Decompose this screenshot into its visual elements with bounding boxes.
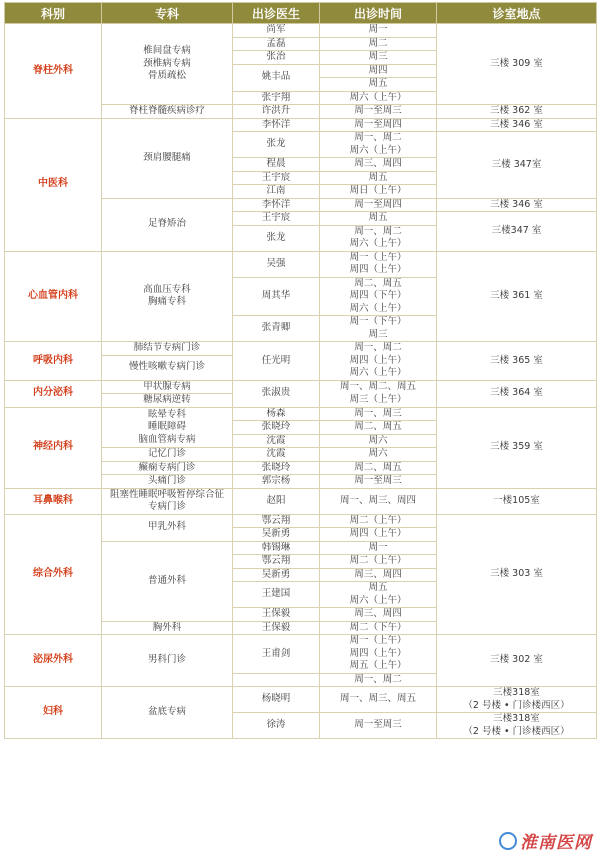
- doctor-cell-line: 张青卿: [261, 322, 291, 334]
- specialty-cell: [102, 621, 233, 635]
- room-cell-line: 三楼 347室: [491, 158, 542, 170]
- room-cell: [437, 342, 597, 381]
- specialty-cell-line: 癫痫专病门诊: [138, 461, 196, 473]
- doctor-cell-line: 许洪升: [261, 105, 291, 116]
- room-cell-line: 三楼 302 室: [490, 654, 543, 666]
- time-cell-line: 周二（下午）: [349, 621, 407, 633]
- time-cell-line: 周六（上午）: [349, 144, 407, 156]
- room-cell-line: （2 号楼 • 门诊楼西区）: [463, 699, 570, 711]
- doctor-cell-line: 吴强: [266, 257, 286, 269]
- time-cell: [320, 171, 437, 185]
- doctor-cell: [233, 621, 320, 635]
- specialty-cell-line: 颈肩腰腿痛: [143, 151, 191, 163]
- time-cell-line: 周一、周二: [354, 132, 402, 143]
- table-row: [5, 514, 597, 528]
- doctor-cell: [233, 277, 320, 316]
- specialty-cell: [102, 687, 233, 739]
- table-row: [5, 118, 597, 132]
- table-row: [5, 407, 597, 421]
- time-cell: [320, 78, 437, 92]
- room-cell-line: 三楼347 室: [491, 225, 542, 236]
- specialty-cell-line: 椎间盘专病: [143, 45, 191, 57]
- time-cell-line: 周五: [368, 212, 388, 223]
- room-cell: [437, 488, 597, 514]
- specialty-cell-line: 睡眠障碍: [147, 421, 186, 432]
- doctor-cell-line: 张治: [266, 51, 286, 62]
- specialty-cell-line: 骨质疏松: [147, 70, 186, 82]
- doctor-cell: [233, 225, 320, 251]
- department-cell: 耳鼻喉科: [5, 488, 102, 514]
- time-cell: [320, 105, 437, 119]
- doctor-cell-line: 杨森: [266, 407, 286, 419]
- room-cell-line: 三楼 359 室: [490, 441, 543, 453]
- doctor-cell: [233, 434, 320, 448]
- specialty-cell-line: 甲状腺专病: [143, 380, 191, 392]
- specialty-cell: [102, 24, 233, 105]
- time-cell-line: 周五（上午）: [349, 660, 407, 671]
- department-cell: 心血管内科: [5, 251, 102, 342]
- doctor-cell-line: 王甫剑: [261, 647, 291, 659]
- time-cell-line: 周一、周二: [354, 342, 402, 353]
- department-cell: 中医科: [5, 118, 102, 251]
- room-cell: [437, 514, 597, 635]
- specialty-cell: [102, 394, 233, 408]
- room-cell: [437, 251, 597, 342]
- time-cell-line: 周一、周三: [354, 407, 402, 419]
- doctor-cell: [233, 171, 320, 185]
- doctor-cell: [233, 64, 320, 91]
- time-cell-line: 周一、周三、周四: [339, 494, 416, 506]
- specialty-cell: [102, 448, 233, 462]
- specialty-cell-line: 胸痛专科: [147, 296, 186, 308]
- room-cell-line: 三楼318室: [493, 713, 540, 724]
- specialty-cell-line: 胸外科: [152, 621, 182, 633]
- specialty-cell: [102, 380, 233, 394]
- time-cell-line: 周一、周二: [354, 673, 402, 685]
- doctor-cell-line: 孟磊: [266, 37, 286, 49]
- time-cell: [320, 51, 437, 65]
- schedule-body: [5, 24, 597, 739]
- time-cell-line: 周三、周四: [354, 568, 402, 580]
- specialty-cell: [102, 251, 233, 342]
- doctor-cell: [233, 316, 320, 342]
- specialty-cell-line: 眩晕专科: [147, 408, 186, 420]
- header-time: 出诊时间: [320, 3, 437, 24]
- doctor-cell-line: 张龙: [266, 231, 286, 243]
- doctor-cell-line: 郭宗杨: [261, 475, 291, 486]
- time-cell-line: 周五: [368, 582, 388, 593]
- doctor-cell: [233, 582, 320, 608]
- doctor-cell-line: 江南: [266, 185, 286, 196]
- time-cell: [320, 448, 437, 462]
- doctor-cell-line: 王宇宸: [261, 171, 291, 183]
- header-specialty: 专科: [102, 3, 233, 24]
- room-cell-line: 三楼 346 室: [490, 118, 543, 130]
- time-cell-line: 周二（上午）: [349, 514, 407, 526]
- time-cell: [320, 528, 437, 542]
- time-cell-line: 周一、周三、周五: [339, 693, 416, 705]
- specialty-cell-line: 足脊矫治: [147, 218, 186, 230]
- specialty-cell-line: 肺结节专病门诊: [133, 342, 201, 353]
- room-cell-line: 三楼 362 室: [490, 105, 543, 116]
- room-cell: [437, 198, 597, 212]
- time-cell: [320, 621, 437, 635]
- time-cell: [320, 407, 437, 421]
- time-cell: [320, 342, 437, 381]
- department-cell: 内分泌科: [5, 380, 102, 407]
- specialty-cell-line: 糖尿病逆转: [143, 394, 191, 405]
- time-cell-line: 周一（上午）: [349, 251, 407, 263]
- time-cell-line: 周三、周四: [354, 608, 402, 619]
- time-cell-line: 周一、周二: [354, 225, 402, 237]
- time-cell: [320, 461, 437, 475]
- time-cell-line: 周一至周四: [354, 198, 402, 210]
- department-cell: 脊柱外科: [5, 24, 102, 119]
- specialty-cell-line: 颈椎病专病: [143, 57, 191, 69]
- department-cell: 妇科: [5, 687, 102, 739]
- time-cell-line: 周五: [368, 171, 388, 183]
- doctor-cell: [233, 118, 320, 132]
- time-cell: [320, 421, 437, 435]
- specialty-cell-line: 记忆门诊: [147, 448, 186, 459]
- time-cell: [320, 635, 437, 674]
- time-cell-line: 周六（上午）: [349, 91, 407, 103]
- doctor-cell-line: 王保毅: [261, 608, 291, 619]
- doctor-cell: [233, 528, 320, 542]
- room-cell-line: 三楼 303 室: [490, 568, 543, 579]
- doctor-cell: [233, 37, 320, 51]
- room-cell-line: 三楼 346 室: [490, 198, 543, 210]
- table-row: [5, 380, 597, 394]
- doctor-cell-line: 任光明: [261, 354, 291, 366]
- department-cell: 呼吸内科: [5, 342, 102, 381]
- specialty-cell-line: 高血压专科: [143, 283, 191, 295]
- doctor-cell: [233, 51, 320, 65]
- time-cell: [320, 91, 437, 105]
- doctor-cell: [233, 91, 320, 105]
- doctor-cell-line: 徐涛: [266, 719, 286, 731]
- room-cell: [437, 105, 597, 119]
- doctor-cell: [233, 421, 320, 435]
- time-cell-line: 周六（上午）: [349, 367, 407, 378]
- specialty-cell-line: 盆底专病: [147, 706, 186, 718]
- specialty-cell: [102, 461, 233, 475]
- doctor-cell-line: 鄂云翔: [261, 555, 291, 566]
- doctor-cell-line: 吴新勇: [261, 528, 291, 539]
- doctor-cell: [233, 608, 320, 622]
- time-cell-line: 周二、周五: [354, 421, 402, 432]
- time-cell: [320, 225, 437, 251]
- time-cell-line: 周一: [368, 541, 388, 553]
- room-cell: [437, 24, 597, 105]
- doctor-cell-line: 尚军: [266, 24, 286, 35]
- time-cell: [320, 277, 437, 316]
- time-cell-line: 周三: [368, 328, 388, 340]
- doctor-cell: [233, 185, 320, 199]
- header-doctor: 出诊医生: [233, 3, 320, 24]
- time-cell: [320, 608, 437, 622]
- doctor-cell-line: 鄂云翔: [261, 514, 291, 526]
- doctor-cell-line: 周其华: [261, 290, 291, 301]
- room-cell-line: 一楼105室: [493, 494, 540, 506]
- time-cell-line: 周三: [368, 51, 388, 62]
- time-cell-line: 周三（上午）: [349, 393, 407, 405]
- time-cell-line: 周一至周三: [354, 719, 402, 731]
- header-row: [5, 3, 597, 24]
- doctor-cell: [233, 713, 320, 739]
- doctor-cell-line: 王宇宸: [261, 212, 291, 223]
- specialty-cell: [102, 198, 233, 251]
- room-cell-line: 三楼 365 室: [490, 354, 543, 366]
- table-row: [5, 342, 597, 356]
- time-cell-line: 周一至周四: [354, 118, 402, 130]
- time-cell: [320, 64, 437, 78]
- time-cell: [320, 568, 437, 582]
- doctor-cell: [233, 475, 320, 489]
- room-cell: [437, 380, 597, 407]
- doctor-cell: [233, 568, 320, 582]
- specialty-cell-line: 头痛门诊: [147, 475, 186, 486]
- doctor-cell: [233, 448, 320, 462]
- specialty-cell: [102, 475, 233, 489]
- doctor-cell: [233, 461, 320, 475]
- doctor-cell-line: 张淑贵: [261, 387, 291, 399]
- time-cell: [320, 541, 437, 555]
- header-room: 诊室地点: [437, 3, 597, 24]
- room-cell: [437, 407, 597, 488]
- doctor-cell-line: 张龙: [266, 138, 286, 150]
- doctor-cell: [233, 541, 320, 555]
- time-cell-line: 周二: [368, 37, 388, 49]
- specialty-cell-line: 男科门诊: [147, 654, 186, 666]
- specialty-cell: [102, 514, 233, 541]
- time-cell-line: 周日（上午）: [349, 185, 407, 196]
- time-cell: [320, 251, 437, 277]
- specialty-cell-line: 慢性咳嗽专病门诊: [128, 361, 205, 373]
- specialty-cell: [102, 118, 233, 198]
- time-cell: [320, 475, 437, 489]
- time-cell: [320, 380, 437, 407]
- room-cell-line: 三楼318室: [493, 687, 540, 698]
- room-cell: [437, 118, 597, 132]
- time-cell: [320, 185, 437, 199]
- doctor-cell: [233, 687, 320, 713]
- time-cell-line: 周六（上午）: [349, 238, 407, 249]
- time-cell: [320, 434, 437, 448]
- doctor-cell: [233, 407, 320, 421]
- watermark-logo: 淮南医网: [499, 828, 592, 853]
- doctor-cell-line: 张宇翔: [261, 91, 291, 103]
- time-cell-line: 周一（下午）: [349, 316, 407, 327]
- room-cell-line: 三楼 309 室: [490, 57, 543, 69]
- room-cell: [437, 635, 597, 687]
- doctor-cell: [233, 24, 320, 38]
- specialty-cell-line: 脊柱脊髓疾病诊疗: [128, 105, 205, 116]
- room-cell-line: 三楼 364 室: [490, 387, 543, 399]
- doctor-cell-line: 姚丰品: [261, 71, 291, 83]
- specialty-cell: [102, 342, 233, 356]
- time-cell-line: 周六（上午）: [349, 302, 407, 314]
- time-cell: [320, 198, 437, 212]
- time-cell: [320, 316, 437, 342]
- table-row: [5, 24, 597, 38]
- time-cell: [320, 212, 437, 226]
- specialty-cell: [102, 635, 233, 687]
- doctor-cell: [233, 380, 320, 407]
- time-cell-line: 周三、周四: [354, 158, 402, 169]
- time-cell-line: 周一: [368, 24, 388, 35]
- room-cell-line: （2 号楼 • 门诊楼西区）: [463, 725, 570, 737]
- doctor-cell: [233, 132, 320, 158]
- doctor-cell-line: 李怀洋: [261, 118, 291, 130]
- header-dept: 科别: [5, 3, 102, 24]
- specialty-cell-line: 甲乳外科: [147, 521, 186, 533]
- room-cell: [437, 212, 597, 252]
- time-cell: [320, 555, 437, 569]
- time-cell: [320, 118, 437, 132]
- time-cell-line: 周一（上午）: [349, 635, 407, 646]
- doctor-cell: [233, 555, 320, 569]
- specialty-cell-line: 普通外科: [147, 574, 186, 586]
- doctor-cell: [233, 514, 320, 528]
- specialty-cell: [102, 541, 233, 621]
- doctor-cell-line: 赵阳: [266, 494, 286, 506]
- time-cell-line: 周四（上午）: [349, 264, 407, 275]
- time-cell: [320, 37, 437, 51]
- time-cell-line: 周六: [368, 434, 388, 446]
- time-cell-line: 周四（上午）: [349, 647, 407, 659]
- doctor-cell-line: 程晨: [266, 158, 286, 169]
- doctor-cell-line: 王建国: [261, 588, 291, 600]
- doctor-cell-line: 吴新勇: [261, 568, 291, 580]
- room-cell: [437, 132, 597, 199]
- doctor-cell: [233, 342, 320, 381]
- time-cell-line: 周四（下午）: [349, 290, 407, 301]
- time-cell: [320, 132, 437, 158]
- time-cell-line: 周五: [368, 78, 388, 89]
- time-cell-line: 周六（上午）: [349, 594, 407, 606]
- doctor-cell-line: 张晓玲: [261, 421, 291, 432]
- doctor-cell-line: 杨晓明: [261, 693, 291, 705]
- time-cell-line: 周一至周三: [354, 105, 402, 116]
- room-cell-line: 三楼 361 室: [490, 290, 543, 301]
- doctor-cell: [233, 251, 320, 277]
- watermark-icon: [499, 832, 517, 850]
- specialty-cell-line: 阻塞性睡眠呼吸暂停综合征: [109, 488, 224, 500]
- time-cell: [320, 713, 437, 739]
- doctor-cell-line: 沈霞: [266, 448, 286, 459]
- specialty-cell-line: 专病门诊: [147, 501, 186, 512]
- time-cell: [320, 488, 437, 514]
- doctor-cell: [233, 673, 320, 687]
- doctor-cell: [233, 158, 320, 172]
- time-cell-line: 周四: [368, 64, 388, 76]
- time-cell-line: 周一至周三: [354, 475, 402, 486]
- specialty-cell: [102, 105, 233, 119]
- time-cell-line: 周二、周五: [354, 277, 402, 289]
- time-cell: [320, 673, 437, 687]
- doctor-cell-line: 李怀洋: [261, 198, 291, 210]
- specialty-cell: [102, 407, 233, 448]
- time-cell: [320, 158, 437, 172]
- department-cell: 神经内科: [5, 407, 102, 488]
- doctor-cell-line: 沈霞: [266, 434, 286, 446]
- time-cell-line: 周六: [368, 448, 388, 459]
- doctor-cell: [233, 635, 320, 674]
- time-cell: [320, 687, 437, 713]
- time-cell: [320, 514, 437, 528]
- room-cell: [437, 713, 597, 739]
- department-cell: 综合外科: [5, 514, 102, 635]
- time-cell-line: 周四（上午）: [349, 354, 407, 366]
- time-cell: [320, 24, 437, 38]
- doctor-cell-line: 韩锡琳: [261, 541, 291, 553]
- specialty-cell-line: 脑血管病专病: [138, 433, 196, 445]
- doctor-cell: [233, 488, 320, 514]
- time-cell-line: 周二（上午）: [349, 555, 407, 566]
- room-cell: [437, 687, 597, 713]
- specialty-cell: [102, 488, 233, 514]
- time-cell-line: 周四（上午）: [349, 528, 407, 539]
- doctor-cell-line: 王保毅: [261, 621, 291, 633]
- doctor-cell-line: 张晓玲: [261, 461, 291, 473]
- time-cell: [320, 582, 437, 608]
- time-cell-line: 周二、周五: [354, 461, 402, 473]
- doctor-cell: [233, 212, 320, 226]
- doctor-cell: [233, 105, 320, 119]
- doctor-cell: [233, 198, 320, 212]
- department-cell: 泌尿外科: [5, 635, 102, 687]
- schedule-table: [4, 2, 597, 739]
- specialty-cell: [102, 355, 233, 380]
- time-cell-line: 周一、周二、周五: [339, 381, 416, 392]
